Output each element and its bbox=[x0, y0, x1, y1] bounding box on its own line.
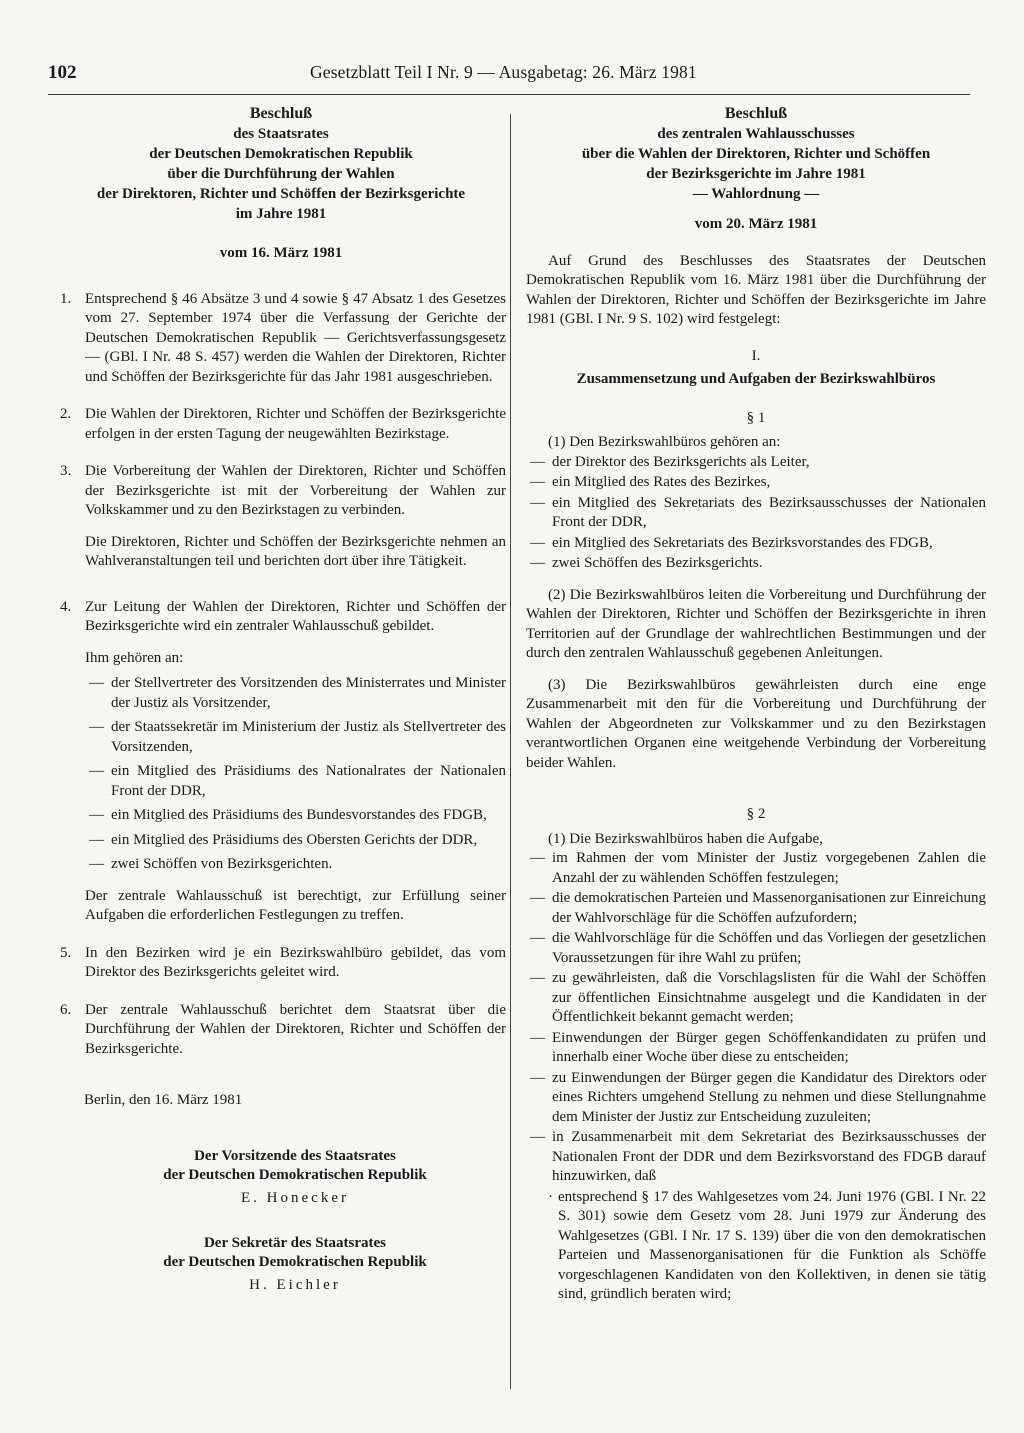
numbered-item bbox=[56, 290, 506, 388]
paragraph-sign: § 1 bbox=[746, 409, 766, 426]
list-item: — der Direktor des Bezirksgerichts als Leiter, bbox=[530, 453, 810, 470]
bureau-members-list bbox=[526, 453, 986, 574]
title-line: der Deutschen Demokratischen Republik bbox=[149, 146, 413, 162]
title-line: Beschluß bbox=[249, 105, 313, 122]
subsection-lead: (1) Die Bezirkswahlbüros haben die Aufgabe, bbox=[548, 830, 823, 847]
list-item: — ein Mitglied des Sekretariats des Bezirksausschusses der Nationalen Front der DDR, bbox=[530, 494, 986, 530]
right-column bbox=[526, 104, 986, 1305]
signature-block bbox=[84, 1147, 506, 1296]
list-item: — zwei Schöffen von Bezirksgerichten. bbox=[89, 856, 333, 872]
list-item: — die Wahlvorschläge für die Schöffen und das Vorliegen der gesetzlichen Voraussetzungen für ihre Wahl zu prüfen; bbox=[530, 930, 986, 966]
signatory-role: Der Sekretär des Staatsrates bbox=[203, 1235, 387, 1251]
list-item: — ein Mitglied des Präsidiums des Bundesvorstandes des FDGB, bbox=[89, 807, 487, 823]
list-item: — ein Mitglied des Sekretariats des Bezirksvorstandes des FDGB, bbox=[530, 534, 933, 551]
item-text: Zur Leitung der Wahlen der Direktoren, Richter und Schöffen der Bezirksgerichte wird ein zentraler Wahlausschuß gebildet. bbox=[85, 598, 506, 634]
title-line: des Staatsrates bbox=[233, 126, 329, 142]
place-date: Berlin, den 16. März 1981 bbox=[84, 1092, 243, 1108]
item-text: Entsprechend § 46 Absätze 3 und 4 sowie § 47 Absatz 1 des Gesetzes vom 27. September 1974 über die Verfassung der Gerichte der Deutschen Demokratischen Republik — Gerichtsverfassungsgesetz — (GBl. I Nr. 48 S. 457) werden die Wahlen der Direktoren, Richter und Schöffen der Bezirksgerichte für das Jahr 1981 ausgeschrieben. bbox=[85, 290, 506, 385]
page-number: 102 bbox=[48, 62, 77, 83]
list-item: — im Rahmen der vom Minister der Justiz vorgegebenen Zahlen die Anzahl der zu wählenden Schöffen festzulegen; bbox=[530, 850, 986, 886]
item-text: Der zentrale Wahlausschuß ist berechtigt, zur Erfüllung seiner Aufgaben die erforderlichen Festlegungen zu treffen. bbox=[85, 887, 506, 923]
item-number: 6. bbox=[60, 1001, 72, 1018]
list-item: — zu gewährleisten, daß die Vorschlagslisten für die Wahl der Schöffen zur öffentlichen Einsichtnahme ausgelegt und die Kandidaten in der Öffentlichkeit bekannt gemacht werden; bbox=[530, 970, 986, 1025]
list-item: — zwei Schöffen des Bezirksgerichts. bbox=[530, 555, 763, 571]
item-number: 2. bbox=[60, 406, 72, 422]
title-line: über die Wahlen der Direktoren, Richter und Schöffen bbox=[581, 146, 931, 162]
item-number: 1. bbox=[60, 290, 72, 307]
signatory-name: E. Honecker bbox=[241, 1189, 349, 1206]
numbered-item bbox=[56, 462, 506, 572]
numbered-item bbox=[56, 944, 506, 983]
section-title: Zusammensetzung und Aufgaben der Bezirkswahlbüros bbox=[576, 371, 936, 387]
page-header bbox=[48, 62, 970, 88]
title-line: der Direktoren, Richter und Schöffen der Bezirksgerichte bbox=[96, 186, 466, 202]
members-intro: Ihm gehören an: bbox=[85, 649, 184, 666]
list-item: — in Zusammenarbeit mit dem Sekretariat des Bezirksausschusses der Nationalen Front der DDR und dem Bezirksvorstand des FDGB darauf hinzuwirken, daß bbox=[530, 1129, 986, 1184]
paragraph-sign: § 2 bbox=[746, 806, 766, 822]
members-list bbox=[85, 674, 506, 875]
item-text: Der zentrale Wahlausschuß berichtet dem Staatsrat über die Durchführung der Wahlen der Direktoren, Richter und Schöffen der Bezirksgerichte. bbox=[85, 1001, 506, 1057]
bullet-dot-icon: · bbox=[548, 1188, 553, 1205]
list-item: — zu Einwendungen der Bürger gegen die Kandidatur des Direktors oder eines Richters umgehend Stellung zu nehmen und diese Stellungnahme dem Minister der Justiz zur Entscheidung zuzuleiten; bbox=[530, 1069, 986, 1125]
left-resolution-date: vom 16. März 1981 bbox=[219, 245, 343, 261]
signatory-role: Der Vorsitzende des Staatsrates bbox=[194, 1147, 396, 1164]
item-text: Die Vorbereitung der Wahlen der Direktoren, Richter und Schöffen der Bezirksgerichte ist mit der Vorbereitung der Wahlen zur Volkskammer und zu den Bezirkstagen zu verbinden. bbox=[85, 463, 506, 518]
item-number: 3. bbox=[60, 463, 72, 479]
title-line: — Wahlordnung — bbox=[692, 186, 820, 202]
header-rule bbox=[48, 94, 970, 95]
subsection: (3) Die Bezirkswahlbüros gewährleisten durch eine enge Zusammenarbeit mit den für die Vorbereitung und Durchführung der Wahlen der Abgeordneten zur Volkskammer und zu den Bezirkstagen verantwortlichen Organen eine weitgehende Verbindung der Vorbereitung beider Wahlen. bbox=[526, 676, 986, 771]
signatory-role: der Deutschen Demokratischen Republik bbox=[163, 1254, 427, 1270]
item-text: Die Wahlen der Direktoren, Richter und Schöffen der Bezirksgerichte erfolgen in der ersten Tagung der neugewählten Bezirkstage. bbox=[85, 406, 506, 442]
list-item: — die demokratischen Parteien und Massenorganisationen zur Einreichung der Wahlvorschläge für die Schöffen aufzufordern; bbox=[530, 890, 986, 926]
numbered-item bbox=[56, 598, 506, 926]
signatory-name: H. Eichler bbox=[249, 1277, 341, 1293]
list-item: — der Staatssekretär im Ministerium der Justiz als Stellvertreter des Vorsitzenden, bbox=[89, 719, 506, 755]
title-line: im Jahre 1981 bbox=[235, 206, 327, 222]
title-line: Beschluß bbox=[724, 105, 788, 122]
sub-bullet-item: · entsprechend § 17 des Wahlgesetzes vom 24. Juni 1976 (GBl. I Nr. 22 S. 301) sowie dem Gesetz vom 28. Juni 1979 zur Änderung des Wahlgesetzes (GBl. I Nr. 17 S. 139) über die von den demokratischen Parteien und Massenorganisationen für die Funktion als Schöffe vorgeschlagenen Kandidaten von den Kollektiven, in denen sie tätig sind, gründlich beraten wird; bbox=[526, 1188, 986, 1305]
title-line: der Bezirksgerichte im Jahre 1981 bbox=[646, 166, 866, 182]
subsection: (2) Die Bezirkswahlbüros leiten die Vorbereitung und Durchführung der Wahlen der Direktoren, Richter und Schöffen der Bezirksgerichte in ihren Territorien auf der Grundlage der wahlrechtlichen Bestimmungen und der durch den zentralen Wahlausschuß gegebenen Anleitungen. bbox=[526, 586, 986, 661]
bureau-tasks-list bbox=[526, 849, 986, 1187]
list-item: — der Stellvertreter des Vorsitzenden des Ministerrates und Minister der Justiz als Vorsitzender, bbox=[89, 675, 506, 711]
list-item: — ein Mitglied des Präsidiums des Nationalrates der Nationalen Front der DDR, bbox=[89, 763, 506, 799]
item-text: In den Bezirken wird je ein Bezirkswahlbüro gebildet, das vom Direktor des Bezirksgerichts geleitet wird. bbox=[85, 944, 506, 980]
numbered-item bbox=[56, 405, 506, 444]
item-number: 4. bbox=[60, 598, 72, 615]
subsection-lead: (1) Den Bezirkswahlbüros gehören an: bbox=[548, 434, 781, 450]
item-text: Die Direktoren, Richter und Schöffen der Bezirksgerichte nehmen an Wahlveranstaltungen teil und berichten dort über ihre Tätigkeit. bbox=[85, 533, 506, 569]
signatory-role: der Deutschen Demokratischen Republik bbox=[163, 1166, 427, 1183]
right-resolution-title bbox=[526, 104, 986, 204]
title-line: des zentralen Wahlausschusses bbox=[657, 126, 855, 142]
list-item: — Einwendungen der Bürger gegen Schöffenkandidaten zu prüfen und innerhalb einer Woche über diese zu entscheiden; bbox=[530, 1029, 986, 1065]
list-item: — ein Mitglied des Präsidiums des Obersten Gerichts der DDR, bbox=[89, 831, 478, 848]
right-resolution-date: vom 20. März 1981 bbox=[694, 216, 818, 232]
section-numeral: I. bbox=[751, 347, 761, 364]
column-divider bbox=[510, 114, 511, 1389]
list-item: — ein Mitglied des Rates des Bezirkes, bbox=[530, 474, 771, 490]
left-column bbox=[56, 104, 506, 1296]
preamble: Auf Grund des Beschlusses des Staatsrates der Deutschen Demokratischen Republik vom 16. März 1981 über die Durchführung der Wahlen der Direktoren, Richter und Schöffen der Bezirksgerichte im Jahre 1981 (GBl. I Nr. 9 S. 102) wird festgelegt: bbox=[526, 252, 986, 327]
left-resolution-title bbox=[56, 104, 506, 224]
running-head: Gesetzblatt Teil I Nr. 9 — Ausgabetag: 26. März 1981 bbox=[310, 62, 697, 82]
title-line: über die Durchführung der Wahlen bbox=[167, 166, 395, 182]
item-number: 5. bbox=[60, 944, 72, 961]
numbered-item bbox=[56, 1001, 506, 1060]
